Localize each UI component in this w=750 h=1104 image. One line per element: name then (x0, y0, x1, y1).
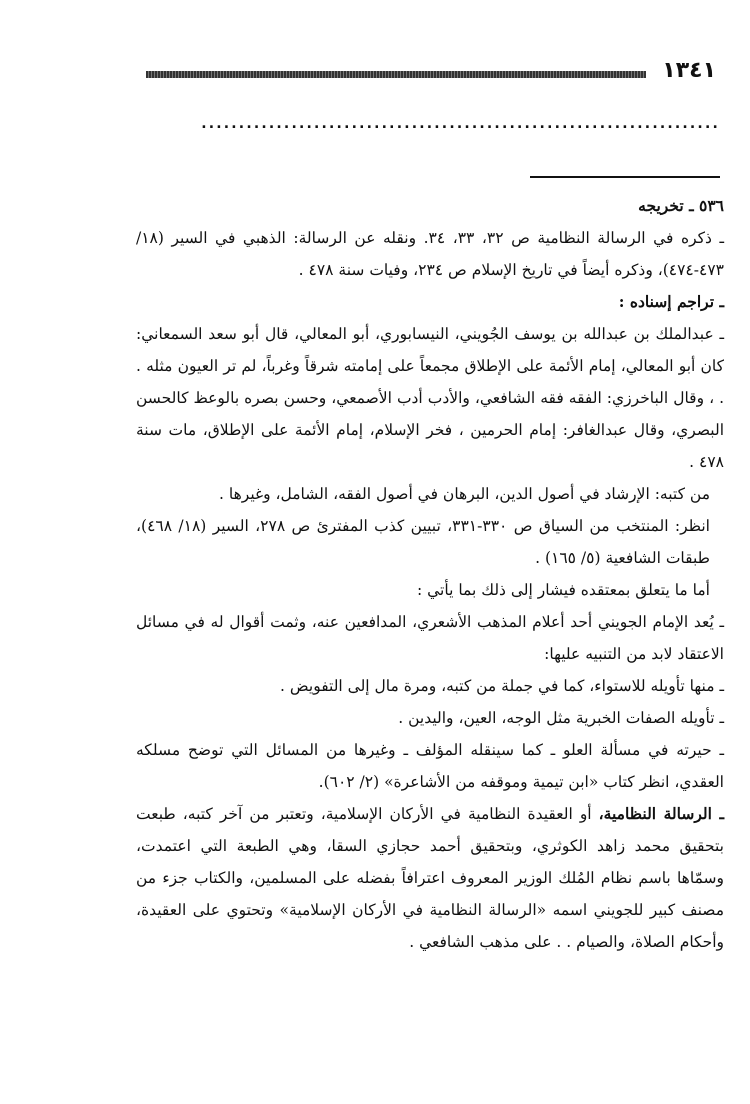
creed-point-5 (136, 798, 724, 958)
books-paragraph: من كتبه: الإرشاد في أصول الدين، البرهان في أصول الفقه، الشامل، وغيرها . (219, 485, 710, 503)
creed-point-4: ـ حيرته في مسألة العلو ـ كما سينقله المؤلف ـ وغيرها من المسائل التي توضح مسلكه العقدي، انظر كتاب «ابن تيمية وموقفه من الأشاعرة» (٢/ ٦٠٢). (136, 741, 724, 791)
footnote-body (136, 190, 724, 958)
risala-description: أو العقيدة النظامية في الأركان الإسلامية، وتعتبر من آخر كتبه، طبعت بتحقيق محمد زاهد الكوثري، وبتحقيق أحمد حجازي السقا، وهي الطبعة التي اعتمدت، وسمّاها باسم نظام المُلك الوزير المعروف اعترافاً بفضله على المسلمين، والكتاب جزء من مصنف كبير للجويني اسمه «الرسالة النظامية في الأركان الإسلامية» وتحتوي على العقيدة، وأحكام الصلاة، والصيام . . على مذهب الشافعي . (136, 805, 724, 951)
risala-title: ـ الرسالة النظامية، (598, 804, 724, 823)
creed-point-1: ـ يُعد الإمام الجويني أحد أعلام المذهب الأشعري، المدافعين عنه، وثمت أقوال له في مسائل الاعتقاد لابد من التنبيه عليها: (136, 613, 724, 663)
creed-intro: أما ما يتعلق بمعتقده فيشار إلى ذلك بما يأتي : (416, 581, 710, 599)
takhrij-paragraph: ـ ذكره في الرسالة النظامية ص ٣٢، ٣٣، ٣٤. ونقله عن الرسالة: الذهبي في السير (١٨/ ٤٧٣-٤٧٤)، وذكره أيضاً في تاريخ الإسلام ص ٢٣٤، وفيات سنة ٤٧٨ . (136, 229, 724, 279)
dotted-separator: ..................................................................... (201, 116, 720, 132)
tarajim-heading: ـ تراجم إسناده : (618, 292, 724, 311)
sources-paragraph: انظر: المنتخب من السياق ص ٣٣٠-٣٣١، تبيين كذب المفترئ ص ٢٧٨، السير (١٨/ ٤٦٨)، طبقات الشافعية (٥/ ١٦٥) . (136, 517, 710, 567)
creed-point-2: ـ منها تأويله للاستواء، كما في جملة من كتبه، ومرة مال إلى التفويض . (280, 677, 724, 695)
page-header (146, 58, 716, 86)
juwayni-biography: ـ عبدالملك بن عبدالله بن يوسف الجُويني، النيسابوري، أبو المعالي، قال أبو سعد السمعاني: كان أبو المعالي، إمام الأئمة على الإطلاق مجمعاً على إمامته شرقاً وغرباً، لم تر العيون مثله . . ، وقال الباخرزي: الفقه فقه الشافعي، والأدب أدب الأصمعي، وحسن بصره بالوعظ كالحسن البصري، وقال عبدالغافر: إمام الحرمين ، فخر الإسلام، إمام الأئمة على الإطلاق، مات سنة ٤٧٨ . (136, 325, 724, 471)
header-rule (146, 71, 646, 78)
footnote-rule (530, 176, 720, 178)
page-number: ١٣٤١ (662, 58, 716, 83)
creed-point-3: ـ تأويله الصفات الخبرية مثل الوجه، العين، واليدين . (398, 709, 724, 727)
note-heading: ٥٣٦ ـ تخريجه (638, 196, 724, 215)
